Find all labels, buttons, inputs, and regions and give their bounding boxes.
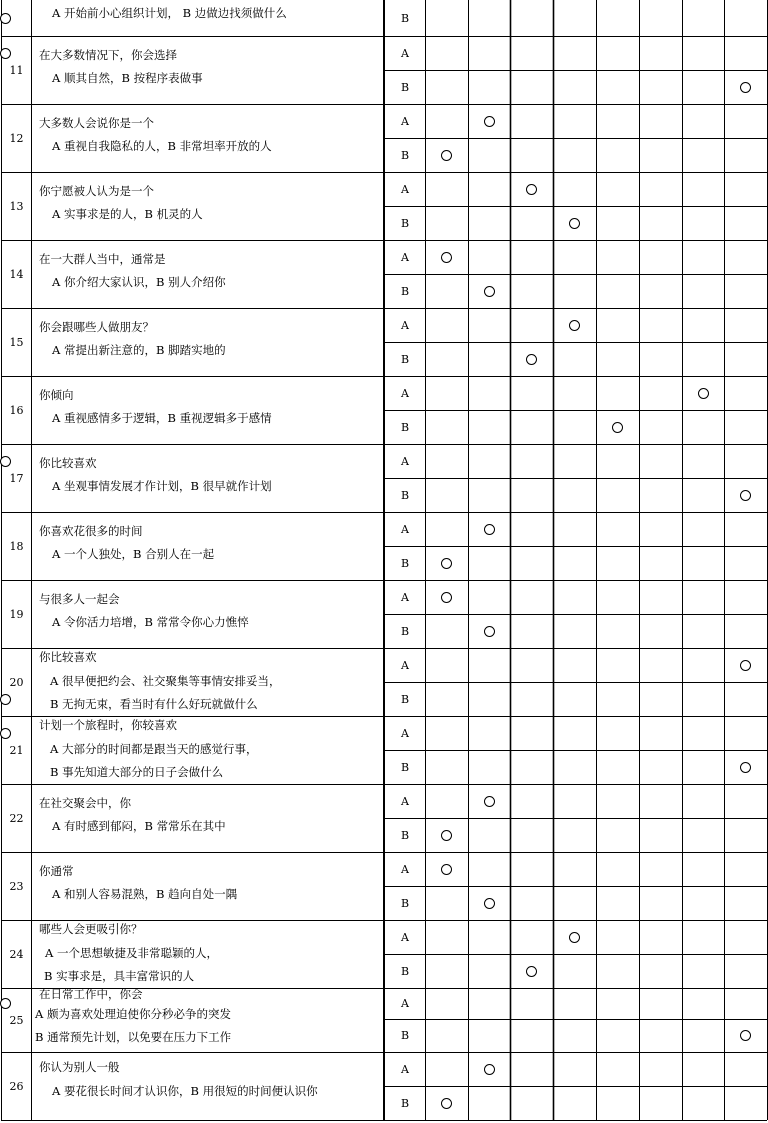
question-option-text: A 要花很长时间才认识你，B 用很短的时间便认识你 <box>52 1084 318 1098</box>
question-prompt: 计划一个旅程时，你较喜欢 <box>39 718 177 732</box>
option-label-b: B <box>400 352 410 366</box>
question-number: 11 <box>9 63 24 77</box>
question-number: 12 <box>9 131 24 145</box>
answer-mark-a[interactable] <box>698 388 709 399</box>
option-label-b: B <box>400 420 410 434</box>
question-text <box>32 988 382 1052</box>
answer-mark-a[interactable] <box>484 116 495 127</box>
question-option-text: A 很早便把约会、社交聚集等事情安排妥当， <box>50 674 281 688</box>
question-prompt: 在日常工作中，你会 <box>39 987 143 1001</box>
question-prompt: 你倾向 <box>39 388 74 402</box>
question-text <box>32 376 382 444</box>
question-option-text: A 坐观事情发展才作计划，B 很早就作计划 <box>52 479 272 493</box>
option-label-a: A <box>401 930 409 944</box>
question-option-text: A 开始前小心组织计划， B 边做边找须做什么 <box>52 6 287 20</box>
answer-mark-b[interactable] <box>441 150 452 161</box>
answer-mark-a[interactable] <box>526 184 537 195</box>
question-number: 22 <box>9 811 24 825</box>
option-label-a: A <box>401 658 409 672</box>
question-option-text: B 通常预先计划，以免要在压力下工作 <box>35 1030 232 1044</box>
question-text <box>32 852 382 920</box>
question-option-text: B 事先知道大部分的日子会做什么 <box>50 765 224 779</box>
question-number: 21 <box>9 743 24 757</box>
option-label-b: B <box>400 11 410 25</box>
answer-mark-a[interactable] <box>484 796 495 807</box>
question-option-text: A 重视自我隐私的人，B 非常坦率开放的人 <box>52 139 272 153</box>
question-prompt: 你认为别人一般 <box>39 1060 120 1074</box>
question-number: 26 <box>9 1079 24 1093</box>
question-option-text: A 令你活力培增，B 常常令你心力憔悴 <box>52 615 249 629</box>
answer-mark-b[interactable] <box>612 422 623 433</box>
answer-mark-b[interactable] <box>569 218 580 229</box>
question-option-text: A 一个思想敏捷及非常聪颖的人， <box>45 946 218 960</box>
option-label-a: A <box>401 726 409 740</box>
answer-mark-b[interactable] <box>0 694 11 705</box>
answer-mark-a[interactable] <box>569 320 580 331</box>
question-option-text: A 一个人独处，B 合别人在一起 <box>52 547 215 561</box>
option-label-a: A <box>401 250 409 264</box>
option-label-a: A <box>401 862 409 876</box>
answer-mark-b[interactable] <box>740 490 751 501</box>
question-prompt: 在大多数情况下，你会选择 <box>39 48 177 62</box>
question-number: 24 <box>9 947 24 961</box>
question-prompt: 你通常 <box>39 864 74 878</box>
answer-mark-a[interactable] <box>0 48 11 59</box>
answer-mark-a[interactable] <box>0 998 11 1009</box>
answer-mark-b[interactable] <box>740 82 751 93</box>
question-number: 23 <box>9 879 24 893</box>
option-label-a: A <box>401 522 409 536</box>
answer-mark-b[interactable] <box>484 898 495 909</box>
option-label-a: A <box>401 114 409 128</box>
question-option-text: A 有时感到郁闷，B 常常乐在其中 <box>52 819 226 833</box>
answer-mark-a[interactable] <box>441 252 452 263</box>
option-label-b: B <box>400 556 410 570</box>
question-prompt: 大多数人会说你是一个 <box>39 116 154 130</box>
answer-mark-b[interactable] <box>484 626 495 637</box>
question-text <box>32 444 382 512</box>
option-label-a: A <box>401 454 409 468</box>
option-label-a: A <box>401 590 409 604</box>
question-text <box>32 512 382 580</box>
question-number: 13 <box>9 199 24 213</box>
question-prompt: 在社交聚会中，你 <box>39 796 131 810</box>
question-prompt: 你比较喜欢 <box>39 650 97 664</box>
option-label-a: A <box>401 794 409 808</box>
option-label-b: B <box>400 148 410 162</box>
question-number: 14 <box>9 267 24 281</box>
answer-mark-b[interactable] <box>441 558 452 569</box>
question-text <box>32 580 382 648</box>
option-label-b: B <box>400 1029 410 1042</box>
answer-mark-b[interactable] <box>526 354 537 365</box>
question-prompt: 你喜欢花很多的时间 <box>39 524 143 538</box>
answer-mark-a[interactable] <box>740 660 751 671</box>
question-text <box>32 0 382 36</box>
question-option-text: B 实事求是，具丰富常识的人 <box>44 969 195 983</box>
question-text <box>32 1052 382 1120</box>
question-option-text: A 你介绍大家认识，B 别人介绍你 <box>52 275 226 289</box>
answer-mark-b[interactable] <box>484 286 495 297</box>
option-label-b: B <box>400 828 410 842</box>
question-text <box>32 784 382 852</box>
answer-mark-b[interactable] <box>441 830 452 841</box>
question-text <box>32 920 382 988</box>
answer-mark-a[interactable] <box>441 864 452 875</box>
question-number: 18 <box>9 539 24 553</box>
answer-mark-a[interactable] <box>0 728 11 739</box>
question-text <box>32 104 382 172</box>
question-number: 15 <box>9 335 24 349</box>
option-label-b: B <box>400 1096 410 1110</box>
question-prompt: 你比较喜欢 <box>39 456 97 470</box>
question-option-text: B 无拘无束，看当时有什么好玩就做什么 <box>50 697 258 711</box>
answer-mark-a[interactable] <box>484 524 495 535</box>
option-label-a: A <box>401 46 409 60</box>
question-option-text: A 实事求是的人，B 机灵的人 <box>52 207 203 221</box>
answer-mark-b[interactable] <box>740 762 751 773</box>
answer-mark-a[interactable] <box>0 456 11 467</box>
option-label-b: B <box>400 80 410 94</box>
option-label-b: B <box>400 760 410 774</box>
option-label-a: A <box>401 386 409 400</box>
option-label-b: B <box>400 488 410 502</box>
question-text <box>32 648 382 716</box>
question-number: 25 <box>9 1013 24 1027</box>
question-option-text: A 常提出新注意的，B 脚踏实地的 <box>52 343 226 357</box>
question-prompt: 与很多人一起会 <box>39 592 120 606</box>
question-number: 16 <box>9 403 24 417</box>
question-prompt: 在一大群人当中，通常是 <box>39 252 166 266</box>
question-option-text: A 颇为喜欢处理迫使你分秒必争的突发 <box>35 1007 231 1021</box>
option-label-b: B <box>400 896 410 910</box>
option-label-a: A <box>401 997 409 1010</box>
question-option-text: A 大部分的时间都是跟当天的感觉行事， <box>50 742 258 756</box>
question-number: 19 <box>9 607 24 621</box>
option-label-b: B <box>400 964 410 978</box>
answer-mark-a[interactable] <box>569 932 580 943</box>
option-label-b: B <box>400 692 410 706</box>
answer-mark-b[interactable] <box>441 1098 452 1109</box>
question-prompt: 哪些人会更吸引你？ <box>39 922 143 936</box>
question-option-text: A 重视感情多于逻辑，B 重视逻辑多于感情 <box>52 411 272 425</box>
question-number: 17 <box>9 471 24 485</box>
option-label-b: B <box>400 284 410 298</box>
option-label-a: A <box>401 1062 409 1076</box>
answer-mark-b[interactable] <box>0 13 11 24</box>
option-label-a: A <box>401 318 409 332</box>
question-text <box>32 716 382 784</box>
answer-mark-b[interactable] <box>740 1030 751 1041</box>
question-text <box>32 308 382 376</box>
option-label-b: B <box>400 624 410 638</box>
question-option-text: A 和别人容易混熟，B 趋向自处一隅 <box>52 887 238 901</box>
answer-mark-b[interactable] <box>526 966 537 977</box>
question-number: 20 <box>9 675 24 689</box>
option-label-a: A <box>401 182 409 196</box>
answer-mark-a[interactable] <box>484 1064 495 1075</box>
question-text <box>32 172 382 240</box>
question-text <box>32 240 382 308</box>
question-option-text: A 顺其自然，B 按程序表做事 <box>52 71 203 85</box>
option-label-b: B <box>400 216 410 230</box>
question-prompt: 你宁愿被人认为是一个 <box>39 184 154 198</box>
question-text <box>32 36 382 104</box>
question-prompt: 你会跟哪些人做朋友？ <box>39 320 154 334</box>
answer-mark-a[interactable] <box>441 592 452 603</box>
